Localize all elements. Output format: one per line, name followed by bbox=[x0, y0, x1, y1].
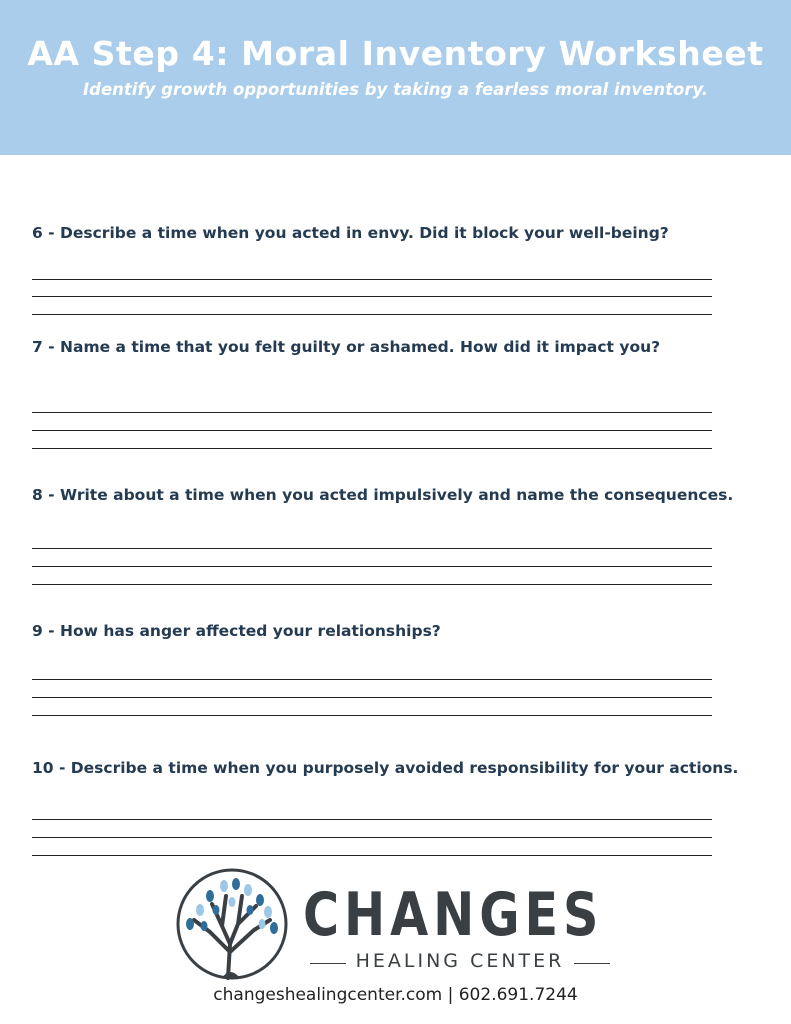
answer-line[interactable] bbox=[32, 412, 712, 413]
answer-line[interactable] bbox=[32, 548, 712, 549]
answer-line[interactable] bbox=[32, 296, 712, 297]
answer-line[interactable] bbox=[32, 279, 712, 280]
divider bbox=[574, 963, 610, 964]
question-10 bbox=[32, 759, 772, 777]
question-6-text: 6 - Describe a time when you acted in envy. Did it block your well-being? bbox=[32, 224, 669, 242]
answer-line[interactable] bbox=[32, 566, 712, 567]
question-6 bbox=[32, 224, 772, 242]
page-title: AA Step 4: Moral Inventory Worksheet bbox=[27, 34, 764, 73]
sub-brand bbox=[310, 950, 610, 976]
answer-line[interactable] bbox=[32, 679, 712, 680]
answer-line[interactable] bbox=[32, 314, 712, 315]
answer-line[interactable] bbox=[32, 715, 712, 716]
header-banner bbox=[0, 0, 791, 155]
contact-info: changeshealingcenter.com | 602.691.7244 bbox=[213, 985, 578, 1005]
page-subtitle: Identify growth opportunities by taking a fearless moral inventory. bbox=[83, 80, 708, 99]
answer-line[interactable] bbox=[32, 855, 712, 856]
answer-line[interactable] bbox=[32, 448, 712, 449]
question-9-text: 9 - How has anger affected your relationships? bbox=[32, 622, 441, 640]
answer-line[interactable] bbox=[32, 430, 712, 431]
divider bbox=[310, 963, 346, 964]
question-7-text: 7 - Name a time that you felt guilty or ashamed. How did it impact you? bbox=[32, 338, 661, 356]
answer-line[interactable] bbox=[32, 584, 712, 585]
question-9 bbox=[32, 622, 772, 640]
question-8 bbox=[32, 486, 772, 504]
question-8-text: 8 - Write about a time when you acted impulsively and name the consequences. bbox=[32, 486, 734, 504]
answer-line[interactable] bbox=[32, 697, 712, 698]
answer-line[interactable] bbox=[32, 819, 712, 820]
answer-line[interactable] bbox=[32, 837, 712, 838]
tree-logo-icon bbox=[170, 866, 294, 982]
question-10-text: 10 - Describe a time when you purposely avoided responsibility for your actions. bbox=[32, 759, 739, 777]
question-7 bbox=[32, 338, 772, 356]
sub-brand-text: HEALING CENTER bbox=[355, 950, 565, 972]
brand-name: CHANGES bbox=[303, 880, 604, 950]
